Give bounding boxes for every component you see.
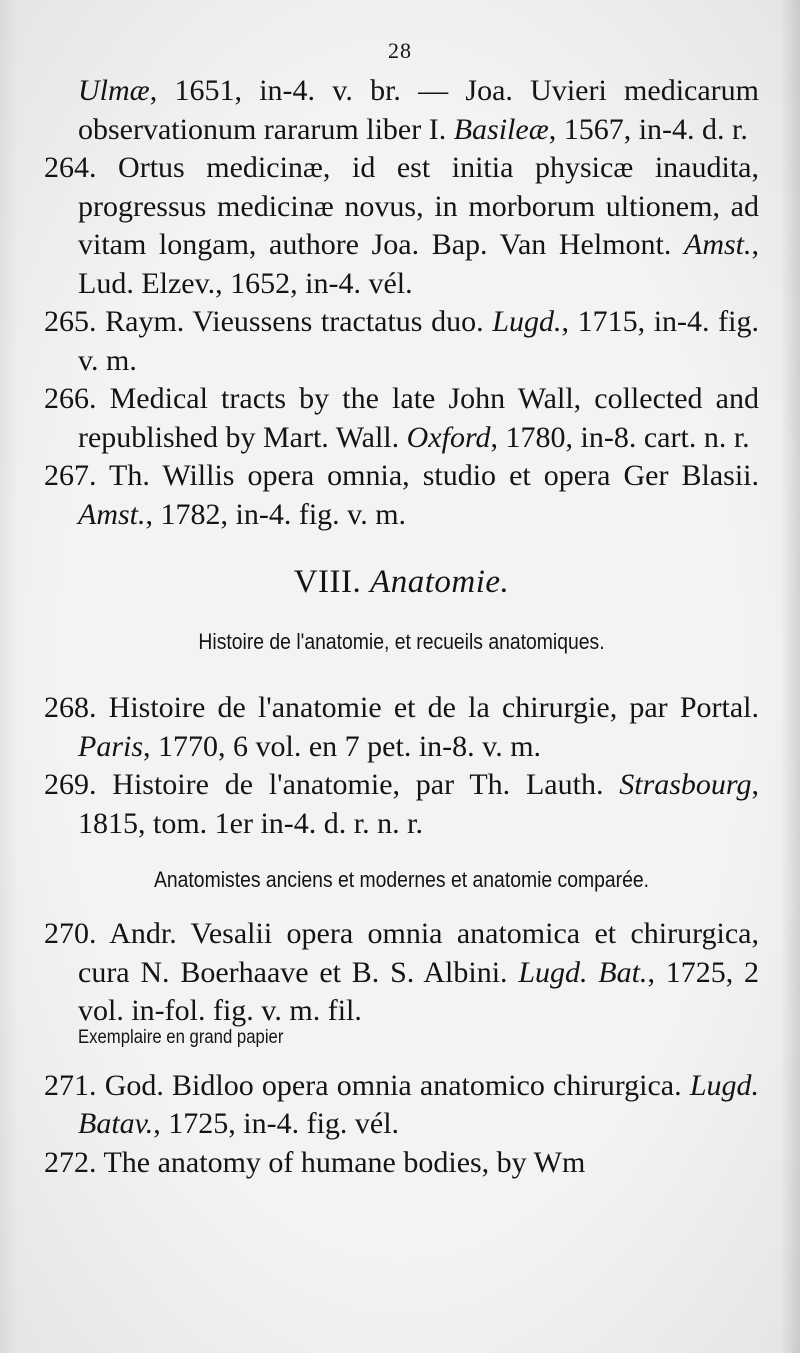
catalogue-entry — [44, 72, 759, 149]
entry-text: , 1567, in-4. d. r. — [548, 112, 748, 146]
entry-text: , 1782, in-4. fig. v. m. — [145, 497, 407, 531]
section-heading — [44, 564, 759, 601]
entry-text: 270. Andr. Vesalii opera omnia anatomica et chirurgica, cura N. Boerhaave et B. S. Albini. — [44, 917, 759, 989]
section-title: Anatomie. — [370, 564, 510, 600]
subheading-history: Histoire de l'anatomie, et recueils anatomiques. — [198, 629, 605, 654]
entry-text: , 1770, 6 vol. en 7 pet. in-8. v. m. — [143, 729, 542, 763]
catalogue-entry — [44, 915, 759, 1031]
entries-group-anatomists — [44, 915, 759, 1182]
entry-place: Strasbourg — [619, 768, 752, 801]
entry-place: Basileæ — [453, 112, 549, 146]
entries-group-medicine — [44, 72, 759, 534]
entry-place: Ulmæ — [78, 74, 150, 107]
entry-text: 271. God. Bidloo opera omnia anatomico chirurgica. — [44, 1068, 690, 1102]
entry-text: , 1715, in-4. fig. v. m. — [78, 305, 760, 377]
entry-place: Oxford — [406, 420, 491, 454]
catalogue-text — [44, 72, 759, 1182]
entry-place: Paris — [78, 729, 144, 763]
entry-text: , 1725, 2 vol. in-fol. fig. v. m. fil. — [78, 955, 759, 1027]
entry-text: 267. Th. Willis opera omnia, studio et opera Ger Blasii. — [44, 459, 759, 492]
section-number: VIII. — [293, 564, 362, 600]
subheading-anatomists: Anatomistes anciens et modernes et anatomie comparée. — [153, 867, 650, 892]
entry-place: Amst. — [684, 228, 752, 261]
entry-place: Lugd. — [492, 305, 562, 338]
entry-text: 266. Medical tracts by the late John Wall, collected and republished by Mart. Wall. — [44, 382, 759, 454]
entry-text: , 1725, in-4. fig. vél. — [153, 1107, 400, 1140]
entry-text: 268. Histoire de l'anatomie et de la chirurgie, par Portal. — [44, 691, 759, 724]
catalogue-entry — [44, 689, 759, 766]
entry-text: 265. Raym. Vieussens tractatus duo. — [44, 305, 493, 338]
entry-note: Exemplaire en grand papier — [78, 1026, 284, 1048]
entry-text: , 1651, in-4. v. br. — Joa. Uvieri medicarum observationum rararum liber I. — [78, 74, 759, 146]
entries-group-history — [44, 689, 759, 843]
entry-text: 264. Ortus medicinæ, id est initia physicæ inaudita, progressus medicinæ novus, in morborum ultionem, ad vitam longam, authore Joa. Bap. Van Helmont. — [44, 151, 759, 261]
entry-text: 272. The anatomy of humane bodies, by Wm — [44, 1145, 586, 1179]
entry-text: 269. Histoire de l'anatomie, par Th. Lauth. — [44, 768, 620, 801]
entry-text: , Lud. Elzev., 1652, in-4. vél. — [78, 228, 759, 300]
entry-text: , 1815, tom. 1er in-4. d. r. n. r. — [78, 768, 759, 840]
entry-place: Lugd. Bat. — [518, 955, 648, 989]
entry-place: Amst. — [78, 497, 146, 531]
catalogue-entry — [44, 303, 759, 380]
catalogue-entry — [44, 1144, 759, 1183]
entry-text: , 1780, in-8. cart. n. r. — [490, 420, 750, 454]
page-number: 28 — [388, 38, 412, 63]
catalogue-entry — [44, 766, 759, 843]
catalogue-entry — [44, 380, 759, 457]
entry-place: Lugd. Batav. — [78, 1068, 759, 1140]
catalogue-entry — [44, 1067, 759, 1144]
catalogue-entry — [44, 149, 759, 303]
catalogue-entry — [44, 457, 759, 534]
